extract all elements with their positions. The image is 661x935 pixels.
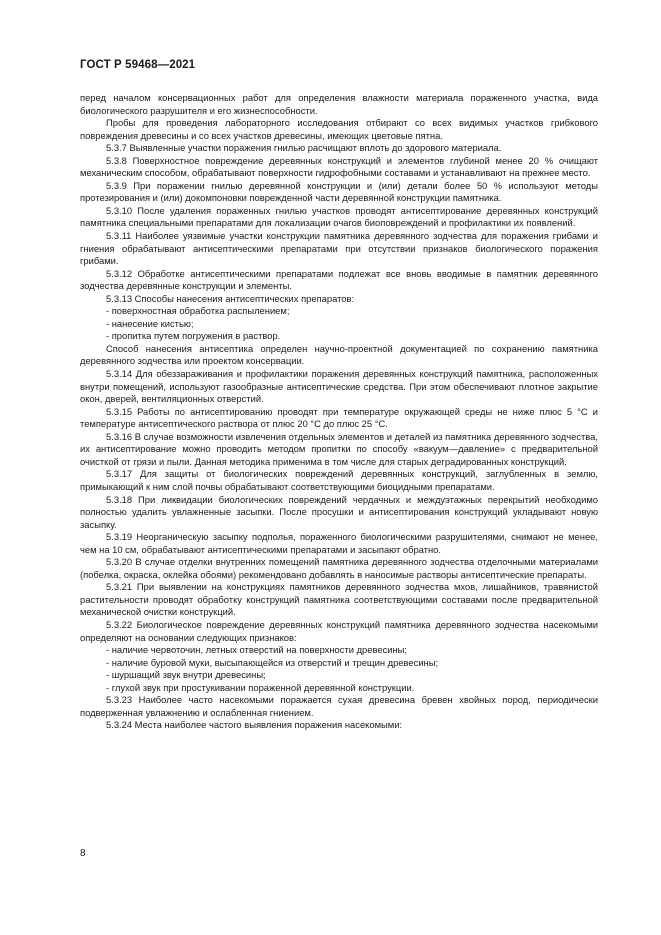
paragraph: 5.3.24 Места наиболее частого выявления поражения насекомыми: (106, 719, 403, 731)
paragraph: - пропитка путем погружения в раствор. (106, 330, 281, 342)
paragraph: - глухой звук при простукивании пораженной деревянной конструкции. (106, 681, 415, 693)
paragraph: 5.3.12 Обработке антисептическими препаратами подлежат все вновь вводимые в памятник деревянного зодчества деревянные конструкции и элементы. (80, 267, 598, 292)
paragraph: - поверхностная обработка распылением; (106, 305, 290, 317)
paragraph: - наличие червоточин, летных отверстий на поверхности древесины; (106, 644, 408, 656)
paragraph: 5.3.8 Поверхностное повреждение деревянных конструкций и элементов глубиной менее 20 % очищают механическим способом, обрабатывают поверхности гидрофобными составами и устанавливают на прежнее место. (80, 154, 598, 179)
page-number: 8 (80, 848, 86, 859)
paragraph: 5.3.15 Работы по антисептированию проводят при температуре окружающей среды не ниже плюс 5 °С и температуре антисептического раствора от плюс 20 °С до плюс 25 °С. (80, 405, 598, 430)
paragraph: - нанесение кистью; (106, 317, 194, 329)
paragraph: 5.3.22 Биологическое повреждение деревянных конструкций памятника деревянного зодчества насекомыми определяют на основании следующих признаков: (80, 618, 598, 643)
paragraph: - шуршащий звук внутри древесины; (106, 669, 266, 681)
paragraph: Пробы для проведения лабораторного исследования отбирают со всех видимых участков грибкового повреждения древесины и со всех участков древесины, имеющих цветовые пятна. (80, 117, 598, 141)
paragraph: Способ нанесения антисептика определен научно-проектной документацией по сохранению памятника деревянного зодчества или проектом консервации. (80, 342, 598, 367)
paragraph: 5.3.9 При поражении гнилью деревянной конструкции и (или) детали более 50 % используют методы протезирования и (или) докомпоновки поврежденной части деревянной конструкции памятника. (80, 179, 598, 204)
paragraph: 5.3.23 Наиболее часто насекомыми поражается сухая древесина бревен хвойных пород, периодически подверженная увлажнению и ослабленная гниением. (80, 694, 598, 718)
paragraph: 5.3.21 При выявлении на конструкциях памятников деревянного зодчества мхов, лишайников, травянистой растительности проводят обработку конструкций памятника соответствующими составами после предварительной механической очистки конструкций. (80, 581, 598, 618)
paragraph: перед началом консервационных работ для определения влажности материала пораженного участка, вида биологического разрушителя и его жизнеспособности. (80, 92, 598, 116)
document-header: ГОСТ Р 59468—2021 (80, 59, 196, 71)
paragraph: 5.3.10 После удаления пораженных гнилью участков проводят антисептирование деревянных конструкций памятника специальными препаратами для локализации очагов биоповреждений и профилактики их появлений. (80, 204, 598, 229)
paragraph: 5.3.13 Способы нанесения антисептических препаратов: (106, 292, 355, 304)
paragraph: 5.3.16 В случае возможности извлечения отдельных элементов и деталей из памятника деревянного зодчества, их антисептирование можно проводить методом пропитки по способу «вакуум—давление» с предварительной очисткой от грязи и пыли. Данная методика применима в том числе для старых деградированных конструкций. (80, 430, 598, 467)
paragraph: 5.3.7 Выявленные участки поражения гнилью расчищают вплоть до здорового материала. (106, 142, 502, 154)
paragraph: 5.3.14 Для обеззараживания и профилактики поражения деревянных конструкций памятника, расположенных внутри помещений, используют газообразные антисептические средства. При этом обеспечивают плотное закрытие окон, дверей, вентиляционных отверстий. (80, 368, 598, 405)
paragraph: 5.3.19 Неорганическую засыпку подполья, пораженного биологическими разрушителями, снимают не менее, чем на 10 см, обрабатывают антисептическими препаратами и засыпают обратно. (80, 531, 598, 555)
paragraph: - наличие буровой муки, высыпающейся из отверстий и трещин древесины; (106, 656, 439, 668)
paragraph: 5.3.18 При ликвидации биологических повреждений чердачных и междуэтажных перекрытий необходимо полностью удалить увлажненные засыпки. После просушки и антисептирования конструкций укладывают новую засыпку. (80, 493, 598, 530)
paragraph: 5.3.20 В случае отделки внутренних помещений памятника деревянного зодчества отделочными материалами (побелка, окраска, оклейка обоями) рекомендовано добавлять в наносимые растворы антисептические препараты. (80, 556, 598, 580)
paragraph: 5.3.11 Наиболее уязвимые участки конструкции памятника деревянного зодчества для поражения грибами и гниения обрабатывают антисептическими препаратами при отсутствии признаков биологического поражения грибами. (80, 230, 598, 267)
document-body (80, 92, 598, 732)
paragraph: 5.3.17 Для защиты от биологических повреждений деревянных конструкций, заглубленных в землю, примыкающий к ним слой почвы обрабатывают соответствующими биоцидными препаратами. (80, 468, 598, 492)
